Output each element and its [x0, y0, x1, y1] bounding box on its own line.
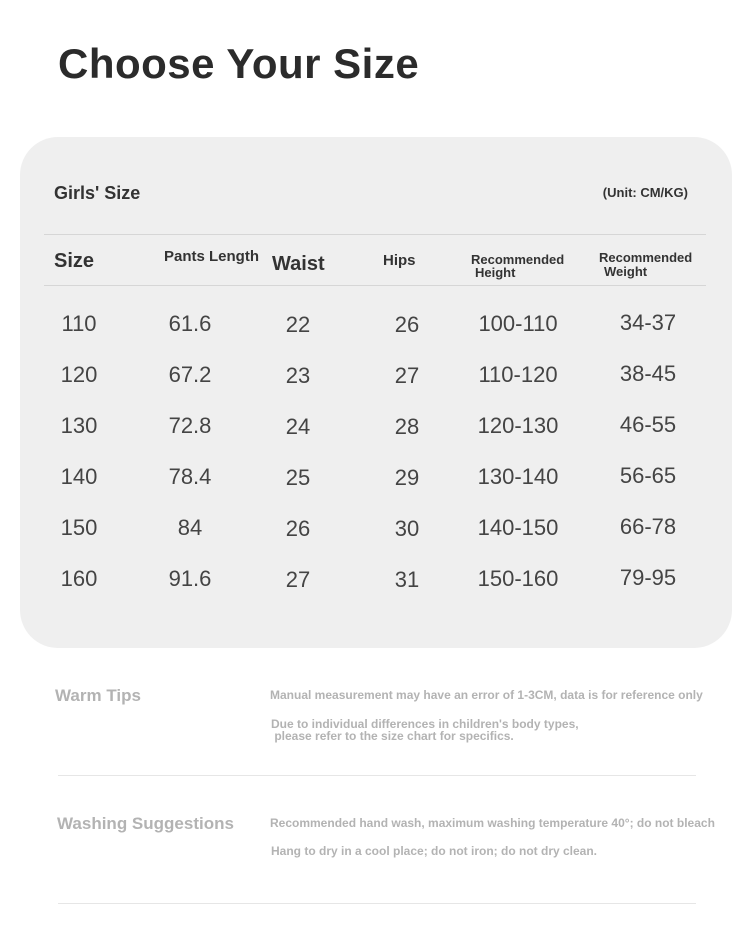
header-recommended-height-line1: Recommended: [471, 252, 565, 267]
table-cell: 72.8: [168, 413, 212, 438]
size-chart-card: [20, 137, 732, 648]
table-cell: 120-130: [477, 413, 559, 438]
table-cell: 140-150: [477, 515, 559, 540]
table-cell: 34-37: [619, 310, 677, 335]
header-top-rule: [44, 234, 706, 235]
table-cell: 31: [394, 567, 420, 592]
table-cell: 78.4: [168, 464, 212, 489]
table-cell: 150: [60, 515, 98, 540]
table-cell: 38-45: [619, 361, 677, 386]
washing-suggestions-label: Washing Suggestions: [57, 814, 234, 833]
header-recommended-weight-line1: Recommended: [599, 250, 693, 265]
warm-tips-line: Manual measurement may have an error of 1-3CM, data is for reference only: [270, 688, 703, 702]
table-cell: 25: [285, 465, 311, 490]
table-cell: 24: [285, 414, 311, 439]
chart-title: Girls' Size: [54, 183, 141, 203]
table-cell: 28: [394, 414, 420, 439]
header-bottom-rule: [44, 285, 706, 286]
washing-line: Hang to dry in a cool place; do not iron; do not dry clean.: [271, 844, 598, 858]
header-waist: Waist: [272, 253, 325, 275]
table-cell: 150-160: [477, 566, 559, 591]
table-cell: 26: [285, 516, 311, 541]
table-cell: 130-140: [477, 464, 559, 489]
table-cell: 30: [394, 516, 420, 541]
table-cell: 56-65: [619, 463, 677, 488]
table-cell: 22: [285, 312, 311, 337]
table-cell: 61.6: [168, 311, 212, 336]
warm-tips-line: Due to individual differences in children's body types,: [271, 717, 579, 731]
table-cell: 160: [60, 566, 98, 591]
header-hips: Hips: [383, 252, 416, 269]
header-size: Size: [54, 250, 95, 272]
table-cell: 140: [60, 464, 98, 489]
table-cell: 120: [60, 362, 98, 387]
table-cell: 27: [394, 363, 420, 388]
unit-label: (Unit: CM/KG): [602, 185, 688, 200]
table-cell: 67.2: [168, 362, 212, 387]
table-cell: 23: [285, 363, 311, 388]
table-cell: 100-110: [478, 311, 558, 336]
warm-tips-line: please refer to the size chart for specifics.: [271, 729, 514, 743]
table-cell: 91.6: [168, 566, 212, 591]
table-cell: 110: [61, 311, 97, 336]
table-cell: 29: [394, 465, 420, 490]
table-cell: 84: [177, 515, 203, 540]
page-title: Choose Your Size: [58, 40, 420, 87]
warm-tips-label: Warm Tips: [55, 686, 141, 705]
table-cell: 46-55: [619, 412, 677, 437]
header-recommended-weight-line2: Weight: [604, 264, 648, 279]
table-cell: 26: [394, 312, 420, 337]
section-divider: [58, 903, 696, 904]
section-divider: [58, 775, 696, 776]
table-cell: 79-95: [619, 565, 677, 590]
table-cell: 27: [285, 567, 311, 592]
header-pants-length: Pants Length: [164, 248, 260, 265]
header-recommended-height-line2: Height: [475, 265, 516, 280]
washing-line: Recommended hand wash, maximum washing temperature 40°; do not bleach: [270, 816, 715, 830]
table-cell: 130: [60, 413, 98, 438]
table-cell: 110-120: [478, 362, 558, 387]
table-cell: 66-78: [619, 514, 677, 539]
